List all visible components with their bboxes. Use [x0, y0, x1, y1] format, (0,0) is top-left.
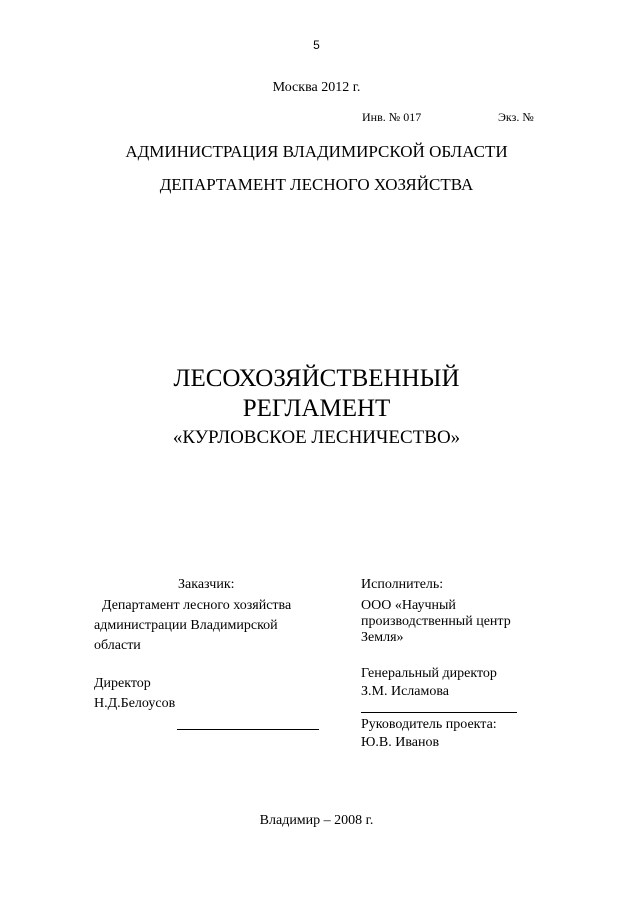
customer-line-3: области: [94, 638, 141, 653]
page-number: 5: [313, 38, 320, 52]
inventory-number: Инв. № 017: [362, 110, 422, 124]
contractor-line-3: Земля»: [361, 630, 404, 645]
manager-name: Ю.В. Иванов: [361, 735, 440, 750]
city-year: Москва 2012 г.: [272, 80, 361, 95]
footer-city-year: Владимир – 2008 г.: [259, 813, 374, 828]
customer-line-1: Департамент лесного хозяйства: [102, 598, 292, 613]
contractor-label: Исполнитель:: [361, 577, 444, 592]
administration-heading: АДМИНИСТРАЦИЯ ВЛАДИМИРСКОЙ ОБЛАСТИ: [125, 142, 508, 161]
customer-label: Заказчик:: [178, 577, 235, 592]
customer-position: Директор: [94, 676, 151, 691]
title-line-3: «КУРЛОВСКОЕ ЛЕСНИЧЕСТВО»: [172, 427, 461, 448]
customer-line-2: администрации Владимирской: [94, 618, 278, 633]
manager-title: Руководитель проекта:: [361, 717, 497, 732]
customer-signature-line: [177, 729, 319, 730]
copy-number: Экз. №: [498, 110, 534, 124]
director-name: З.М. Исламова: [361, 684, 449, 699]
title-line-2: РЕГЛАМЕНТ: [242, 395, 391, 422]
department-heading: ДЕПАРТАМЕНТ ЛЕСНОГО ХОЗЯЙСТВА: [159, 175, 474, 194]
contractor-line-1: ООО «Научный: [361, 598, 456, 613]
customer-name: Н.Д.Белоусов: [94, 696, 176, 711]
contractor-signature-line: [361, 712, 517, 713]
contractor-line-2: производственный центр: [361, 614, 511, 629]
title-line-1: ЛЕСОХОЗЯЙСТВЕННЫЙ: [173, 365, 460, 392]
director-title: Генеральный директор: [361, 666, 497, 681]
